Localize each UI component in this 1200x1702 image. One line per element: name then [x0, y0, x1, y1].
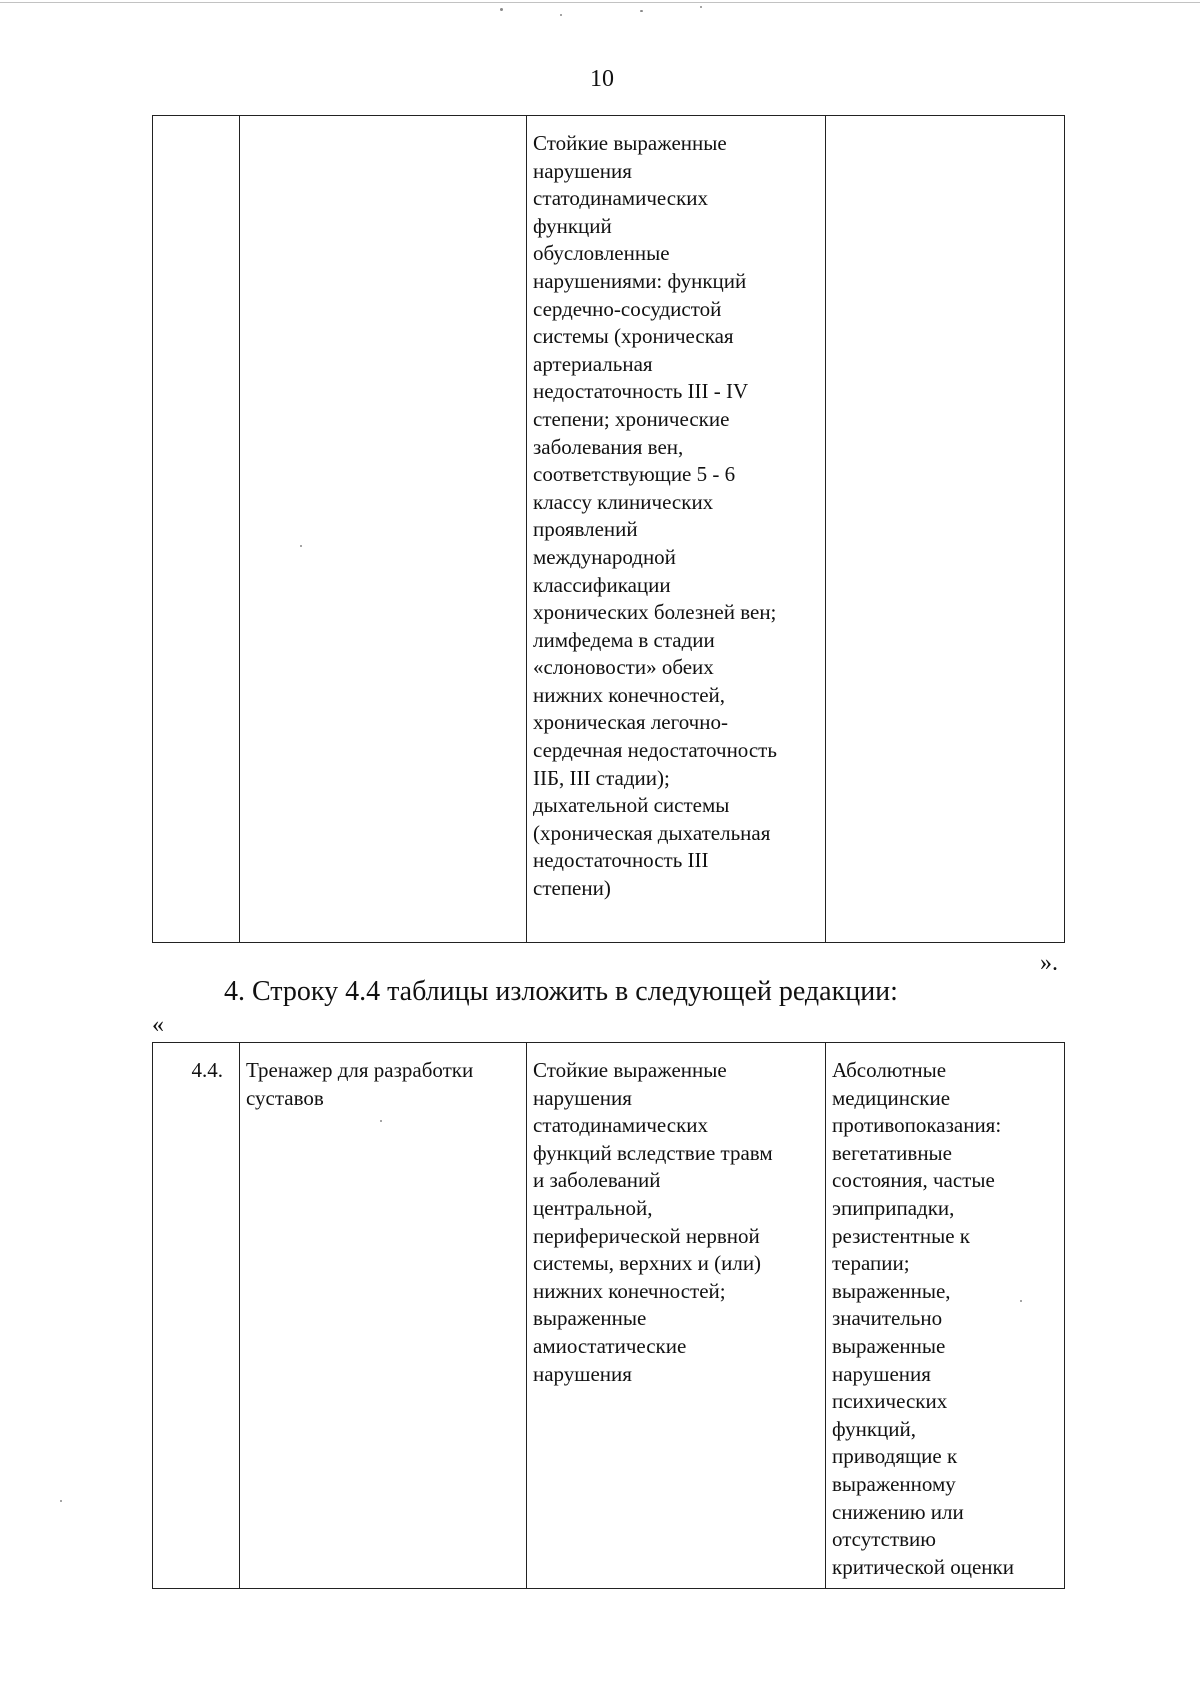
- contraindications-cell: [826, 116, 1065, 943]
- opening-quote: «: [152, 1012, 164, 1038]
- amendment-instruction: 4. Строку 4.4 таблицы изложить в следующей редакции:: [224, 976, 898, 1007]
- table-row: [153, 116, 1065, 943]
- device-name-cell: Тренажер для разработки суставов: [240, 1043, 527, 1589]
- scan-speck: [560, 14, 562, 16]
- row-number-cell: 4.4.: [153, 1043, 240, 1589]
- indications-cell: Стойкие выраженные нарушения статодинамических функций обусловленные нарушениями: функций сердечно-сосудистой системы (хроническая артериальная недостаточность III - IV степени; хронические заболевания вен, соответствующие 5 - 6 классу клинических проявлений международной классификации хронических болезней вен; лимфедема в стадии «слоновости» обеих нижних конечностей, хроническая легочно- сердечная недостаточность IIБ, III стадии); дыхательной системы (хроническая дыхательная недостаточность III степени): [527, 116, 826, 943]
- indications-cell: Стойкие выраженные нарушения статодинамических функций вследствие травм и заболеваний центральной, периферической нервной системы, верхних и (или) нижних конечностей; выраженные амиостатические нарушения: [527, 1043, 826, 1589]
- scan-speck: [700, 6, 702, 8]
- page-number: 10: [590, 66, 614, 92]
- continued-table: [152, 115, 1065, 943]
- scan-speck: [640, 10, 643, 12]
- scan-speck: [380, 1120, 382, 1122]
- scan-speck: [60, 1500, 62, 1502]
- scan-speck: [300, 545, 302, 547]
- table-row: [153, 1043, 1065, 1589]
- scan-speck: [500, 8, 503, 11]
- closing-quote: ».: [1040, 950, 1058, 976]
- contraindications-cell: Абсолютные медицинские противопоказания: вегетативные состояния, частые эпиприпадки, резистентные к терапии; выраженные, значительно выраженные нарушения психических функций, приводящие к выраженному снижению или отсутствию критической оценки: [826, 1043, 1065, 1589]
- scan-speck: [1020, 1300, 1022, 1302]
- amended-row-table: [152, 1042, 1065, 1589]
- scan-edge-line: [0, 2, 1200, 3]
- row-number-cell: [153, 116, 240, 943]
- device-name-cell: [240, 116, 527, 943]
